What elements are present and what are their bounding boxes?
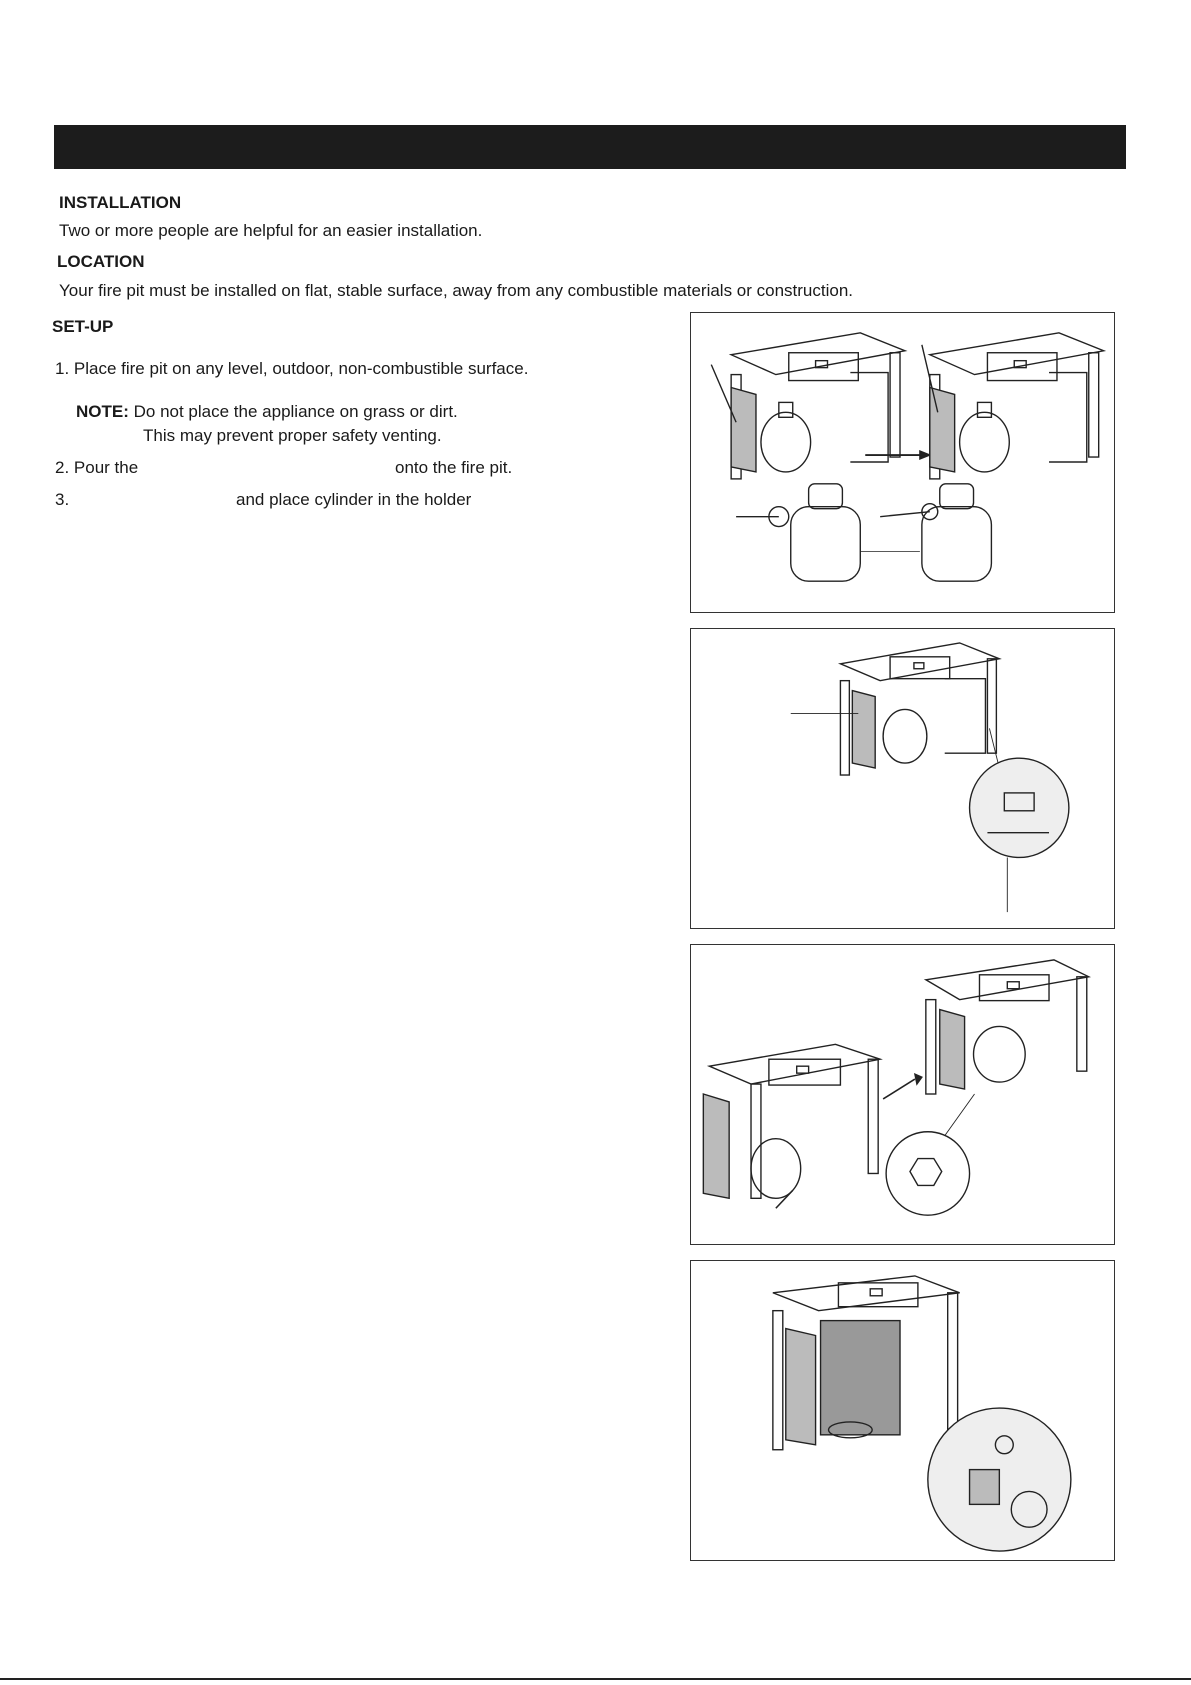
figure-close-door	[690, 944, 1115, 1245]
installation-text: Two or more people are helpful for an easier installation.	[59, 221, 483, 240]
step-3-end: and place cylinder in the holder	[236, 490, 472, 509]
step-3-start: 3.	[55, 490, 70, 509]
step-1-text: 1. Place fire pit on any level, outdoor, non-combustible surface.	[55, 359, 529, 378]
fire-pit-door-and-valve-illustration	[691, 945, 1114, 1244]
location-text: Your fire pit must be installed on flat, stable surface, away from any combustible materials or construction.	[59, 281, 854, 300]
tank-bottom-right	[880, 484, 991, 581]
note-label: NOTE:	[76, 402, 129, 421]
fire-pit-right	[930, 333, 1104, 479]
figure-ignition-detail	[690, 1260, 1115, 1561]
figure-hose-connection	[690, 628, 1115, 929]
location-heading: LOCATION	[57, 252, 145, 271]
installation-heading: INSTALLATION	[59, 193, 182, 212]
tank-bottom-left	[736, 484, 860, 581]
control-knob-detail-illustration	[691, 1261, 1114, 1560]
note-text-1: Do not place the appliance on grass or dirt.	[133, 402, 458, 421]
bottom-rule	[0, 1678, 1191, 1680]
note-line-1	[76, 402, 458, 422]
fire-pit-with-propane-tank-illustration	[691, 313, 1114, 612]
figure-cylinder-placement	[690, 312, 1115, 613]
regulator-connection-detail-illustration	[691, 629, 1114, 928]
header-bar	[54, 125, 1126, 169]
step-2-start: 2. Pour the	[55, 458, 139, 477]
setup-heading: SET-UP	[52, 317, 114, 336]
step-2-end: onto the fire pit.	[395, 458, 513, 477]
note-line-2: This may prevent proper safety venting.	[143, 426, 442, 445]
fire-pit-left	[731, 333, 905, 479]
